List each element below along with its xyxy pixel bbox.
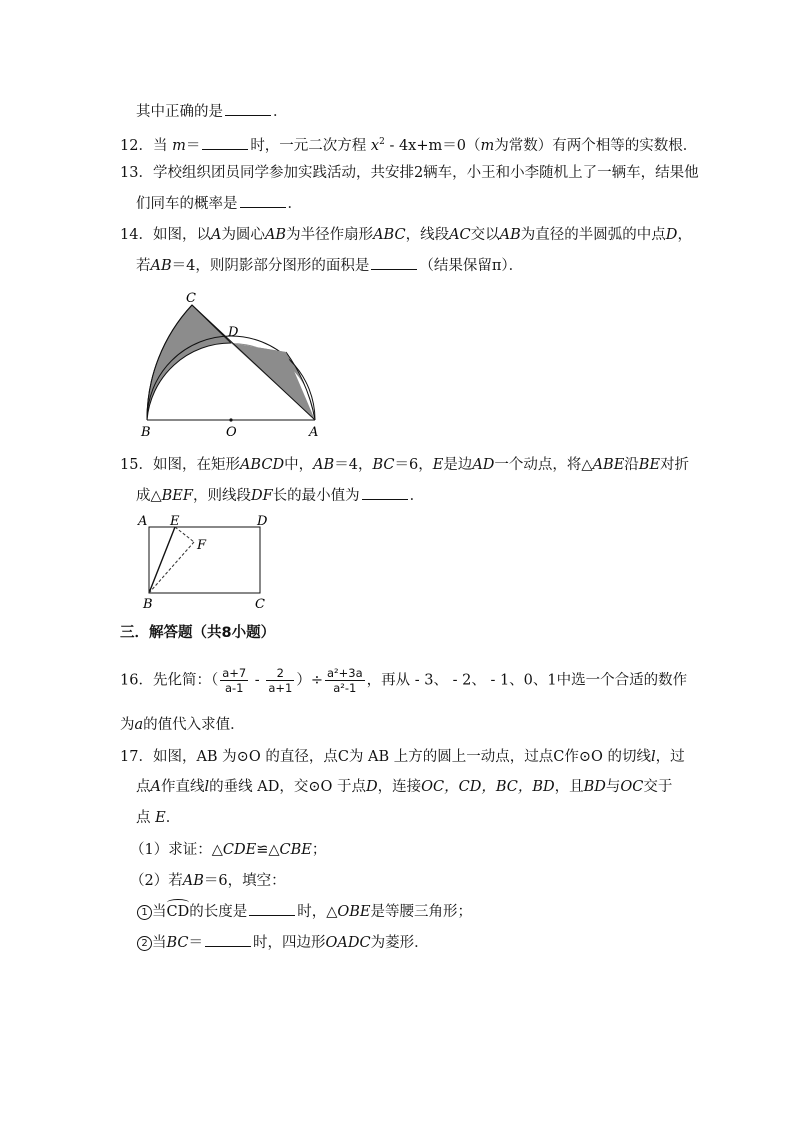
figure-14 [135,288,335,440]
q17-t5: 的垂线 AD，交⊙O 于点 [209,779,366,795]
q17-p1e: ； [311,842,327,858]
q17-E: E [155,810,166,826]
q16-minus: - [250,672,265,689]
q11-end: ． [273,104,288,120]
question-15-line2 [136,486,424,506]
question-13-line2 [136,194,302,214]
arc-cd: CD [166,904,190,920]
q14-D: D [665,227,678,243]
frac2-den: a+1 [268,681,293,695]
center-point-o [229,418,232,421]
q17-c1a: 当 [152,904,167,920]
q17-p1a: （1）求证：△ [130,842,223,858]
label-a15: A [138,514,148,529]
fraction-2 [266,666,294,695]
q17-t7: ，且 [554,779,584,795]
circled-number-2: 2 [137,936,152,951]
section-heading: 三．解答题（共8小题） [120,625,276,641]
answer-blank [225,102,271,116]
q16-t2: 为 [120,717,135,733]
question-13-line1 [120,163,699,183]
q17-t11: ． [165,810,181,826]
q12-rest2: 为常数）有两个相等的实数根． [494,137,698,154]
q17-t2: ，过 [655,749,685,765]
question-14-line2 [136,256,523,276]
label-a: A [309,425,319,440]
answer-blank [202,136,248,150]
question-17-line2 [136,777,672,797]
fraction-1 [220,666,248,695]
q17-c2d: 为菱形． [370,935,429,951]
q16-div: ）÷ [296,672,323,689]
q12-x: x [370,137,380,154]
q17-c1c: 时，△ [297,904,338,920]
q16-avar: a [134,717,144,733]
q17-c1d: 是等腰三角形； [370,904,473,920]
q16-b: ，再从 - 3、 - 2、 - 1、0、1中选一个合适的数作 [366,672,688,689]
q15-t7: 沿 [624,457,639,473]
q14-t4: ，线段 [405,227,450,243]
q12-rest: - 4x+m＝0（ [384,137,481,154]
q14-A: A [210,227,222,243]
q14-t7: ， [677,227,692,243]
question-17-sub2 [137,933,429,953]
label-c15: C [255,597,265,612]
q17-t8: 与 [605,779,621,795]
q13-line2b: ． [287,196,302,212]
q17-BC: BC [166,935,189,951]
q15-BC: BC [372,457,395,473]
question-17-line3 [136,808,180,828]
q15-ABCD: ABCD [239,457,285,473]
question-16-line1 [120,666,687,695]
q17-OC: OC [620,779,644,795]
answer-blank [249,902,295,916]
label-d: D [228,325,239,340]
q14-AC: AC [449,227,471,243]
rectangle-abcd [149,527,260,593]
q12-m: m [172,137,186,154]
segment-be [149,527,175,593]
frac3-num: a²+3a [326,666,363,680]
question-14-line1 [120,225,692,245]
q17-t10: 点 [136,810,151,826]
q17-A: A [150,779,161,795]
q15-AD: AD [472,457,495,473]
q15-t8: 对折 [660,457,690,473]
q14-t2: 为圆心 [221,227,265,243]
q17-p1d: CBE [279,842,312,858]
label-f15: F [197,538,207,553]
question-12 [120,132,697,156]
q14-t8: 若 [136,258,151,274]
q12-sq: 2 [379,137,385,147]
label-d15: D [257,514,268,529]
q15-t6: 一个动点，将△ [494,457,593,473]
label-b: B [141,425,151,440]
q15-BE: BE [638,457,661,473]
segment-bf-dashed [149,542,194,593]
q17-c2c: 时，四边形 [253,935,326,951]
label-o: O [226,425,237,440]
label-c: C [186,291,196,306]
segment-ef-dashed [175,527,194,542]
answer-blank [371,256,417,270]
q14-AB: AB [264,227,287,243]
segment-ca [192,305,315,420]
question-15-line1 [120,455,689,475]
frac1-den: a-1 [224,681,244,695]
q17-t4: 作直线 [160,779,205,795]
q17-D: D [365,779,378,795]
q17-t6: ，连接 [377,779,422,795]
q13-line2a: 们同车的概率是 [136,196,238,212]
question-17-sub1 [137,902,472,922]
q17-OADC: OADC [325,935,371,951]
q17-p2c: ＝6，填空： [203,873,286,889]
q15-t11: 长的最小值为 [272,488,360,504]
q15-t1: 15．如图，在矩形 [120,457,240,473]
q15-t4: ＝6， [394,457,433,473]
q17-l: l [651,749,656,765]
q17-p2b: AB [182,873,204,889]
q14-ABC: ABC [373,227,406,243]
shaded-region-left [147,305,231,420]
q15-t9: 成△ [136,488,162,504]
question-16-line2 [120,715,245,735]
q17-l2: l [204,779,210,795]
fraction-3 [325,666,365,695]
q14-t5: 交以 [470,227,500,243]
q14-t10: （结果保留π）． [419,258,524,274]
q12-prefix: 12．当 [120,137,168,154]
q14-t3: 为半径作扇形 [286,227,374,243]
q14-AB3: AB [150,258,172,274]
circled-number-1: 1 [137,905,152,920]
q15-BEF: BEF [161,488,193,504]
q11-text: 其中正确的是 [136,104,223,120]
answer-blank [362,486,408,500]
q15-E: E [432,457,444,473]
q17-p1b: CDE [222,842,257,858]
q16-t3: 的值代入求值． [143,717,245,733]
q17-c1b: 的长度是 [189,904,248,920]
q11-tail [136,102,288,122]
q15-DF: DF [250,488,273,504]
q14-t9: ＝4，则阴影部分图形的面积是 [171,258,370,274]
q17-t3: 点 [136,779,151,795]
q17-BD: BD [583,779,606,795]
q12-eq: ＝ [185,137,201,154]
q16-a: 16．先化简：（ [120,672,219,689]
q17-segs: OC，CD，BC，BD [421,779,555,795]
q12-m2: m [480,137,495,154]
answer-blank [240,194,286,208]
figure-15 [135,512,275,612]
question-17-part2 [130,871,286,891]
frac3-den: a²-1 [333,681,357,695]
q17-OBE: OBE [337,904,371,920]
q15-t10: ，则线段 [192,488,251,504]
q17-c2b: ＝ [188,935,204,951]
q15-ABE: ABE [592,457,625,473]
q17-t1: 17．如图，AB 为⊙O 的直径，点C为 AB 上方的圆上一动点，过点C作⊙O 的切线 [120,749,652,765]
q17-t9: 交于 [643,779,673,795]
q17-p1c: ≌△ [256,842,280,858]
q17-p2a: （2）若 [130,873,183,889]
label-b15: B [143,597,153,612]
q15-t2: 中， [284,457,314,473]
frac1-num: a+7 [222,666,247,680]
q15-t3: ＝4， [334,457,373,473]
q14-t1: 14．如图，以 [120,227,211,243]
q15-t5: 是边 [443,457,473,473]
label-e15: E [170,514,180,529]
q15-AB: AB [313,457,335,473]
q13-line1: 13．学校组织团员同学参加实践活动，共安排2辆车，小王和小李随机上了一辆车，结果他 [120,165,699,181]
answer-blank [205,933,251,947]
q12-after: 时，一元二次方程 [250,137,367,154]
q15-t12: ． [409,488,425,504]
frac2-num: 2 [266,666,294,681]
q17-c2a: 当 [152,935,167,951]
q14-t6: 为直径的半圆弧的中点 [520,227,666,243]
q14-AB2: AB [499,227,521,243]
question-17-line1 [120,747,685,767]
question-17-part1 [130,840,326,860]
